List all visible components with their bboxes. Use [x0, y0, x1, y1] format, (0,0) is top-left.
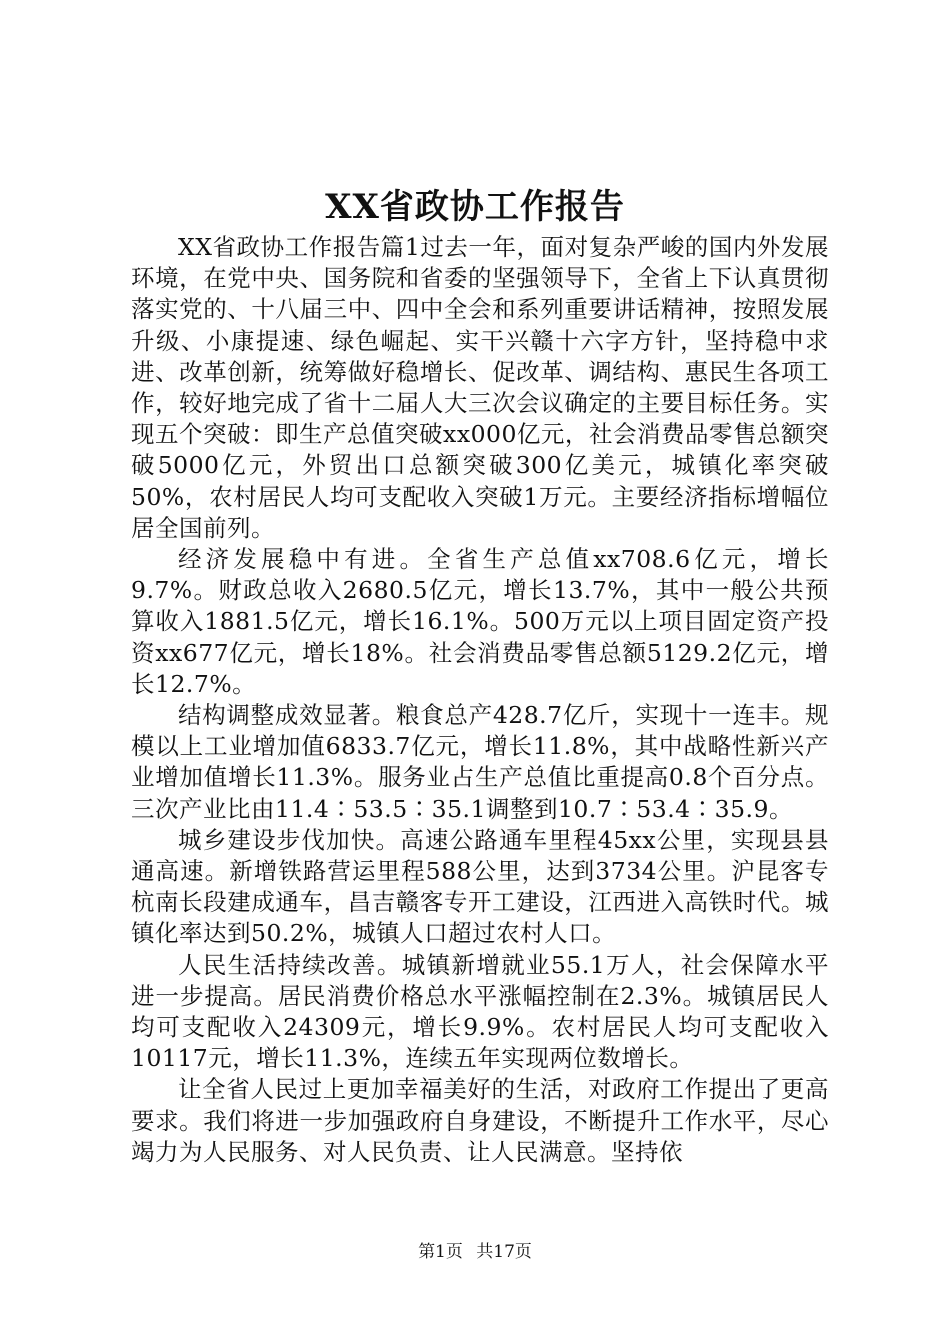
paragraph-intro: XX省政协工作报告篇1过去一年，面对复杂严峻的国内外发展环境，在党中央、国务院和省委的坚强领导下，全省上下认真贯彻落实党的、十八届三中、四中全会和系列重要讲话精神，按照发展升级、小康提速、绿色崛起、实干兴赣十六字方针，坚持稳中求进、改革创新，统筹做好稳增长、促改革、调结构、惠民生各项工作，较好地完成了省十二届人大三次会议确定的主要目标任务。实现五个突破：即生产总值突破xx000亿元，社会消费品零售总额突破5000亿元，外贸出口总额突破300亿美元，城镇化率突破50%，农村居民人均可支配收入突破1万元。主要经济指标增幅位居全国前列。	[131, 233, 829, 542]
page-footer	[0, 1240, 950, 1264]
paragraph-economy: 经济发展稳中有进。全省生产总值xx708.6亿元，增长9.7%。财政总收入2680.5亿元，增长13.7%，其中一般公共预算收入1881.5亿元，增长16.1%。500万元以上项目固定资产投资xx677亿元，增长18%。社会消费品零售总额5129.2亿元，增长12.7%。	[131, 545, 829, 698]
paragraph-structure: 结构调整成效显著。粮食总产428.7亿斤，实现十一连丰。规模以上工业增加值6833.7亿元，增长11.8%，其中战略性新兴产业增加值增长11.3%。服务业占生产总值比重提高0.8个百分点。三次产业比由11.4∶53.5∶35.1调整到10.7∶53.4∶35.9。	[131, 701, 829, 823]
document-title: XX省政协工作报告	[325, 187, 625, 227]
page-number: 第1页	[418, 1242, 463, 1262]
paragraph-government-work: 让全省人民过上更加幸福美好的生活，对政府工作提出了更高要求。我们将进一步加强政府自身建设，不断提升工作水平，尽心竭力为人民服务、对人民负责、让人民满意。坚持依	[131, 1075, 829, 1166]
document-body	[131, 232, 829, 1168]
paragraph-livelihood: 人民生活持续改善。城镇新增就业55.1万人，社会保障水平进一步提高。居民消费价格总水平涨幅控制在2.3%。城镇居民人均可支配收入24309元，增长9.9%。农村居民人均可支配收入10117元，增长11.3%，连续五年实现两位数增长。	[131, 950, 829, 1073]
page-total: 共17页	[476, 1242, 532, 1262]
paragraph-urban-construction: 城乡建设步伐加快。高速公路通车里程45xx公里，实现县县通高速。新增铁路营运里程588公里，达到3734公里。沪昆客专杭南长段建成通车，昌吉赣客专开工建设，江西进入高铁时代。城镇化率达到50.2%，城镇人口超过农村人口。	[131, 825, 829, 948]
